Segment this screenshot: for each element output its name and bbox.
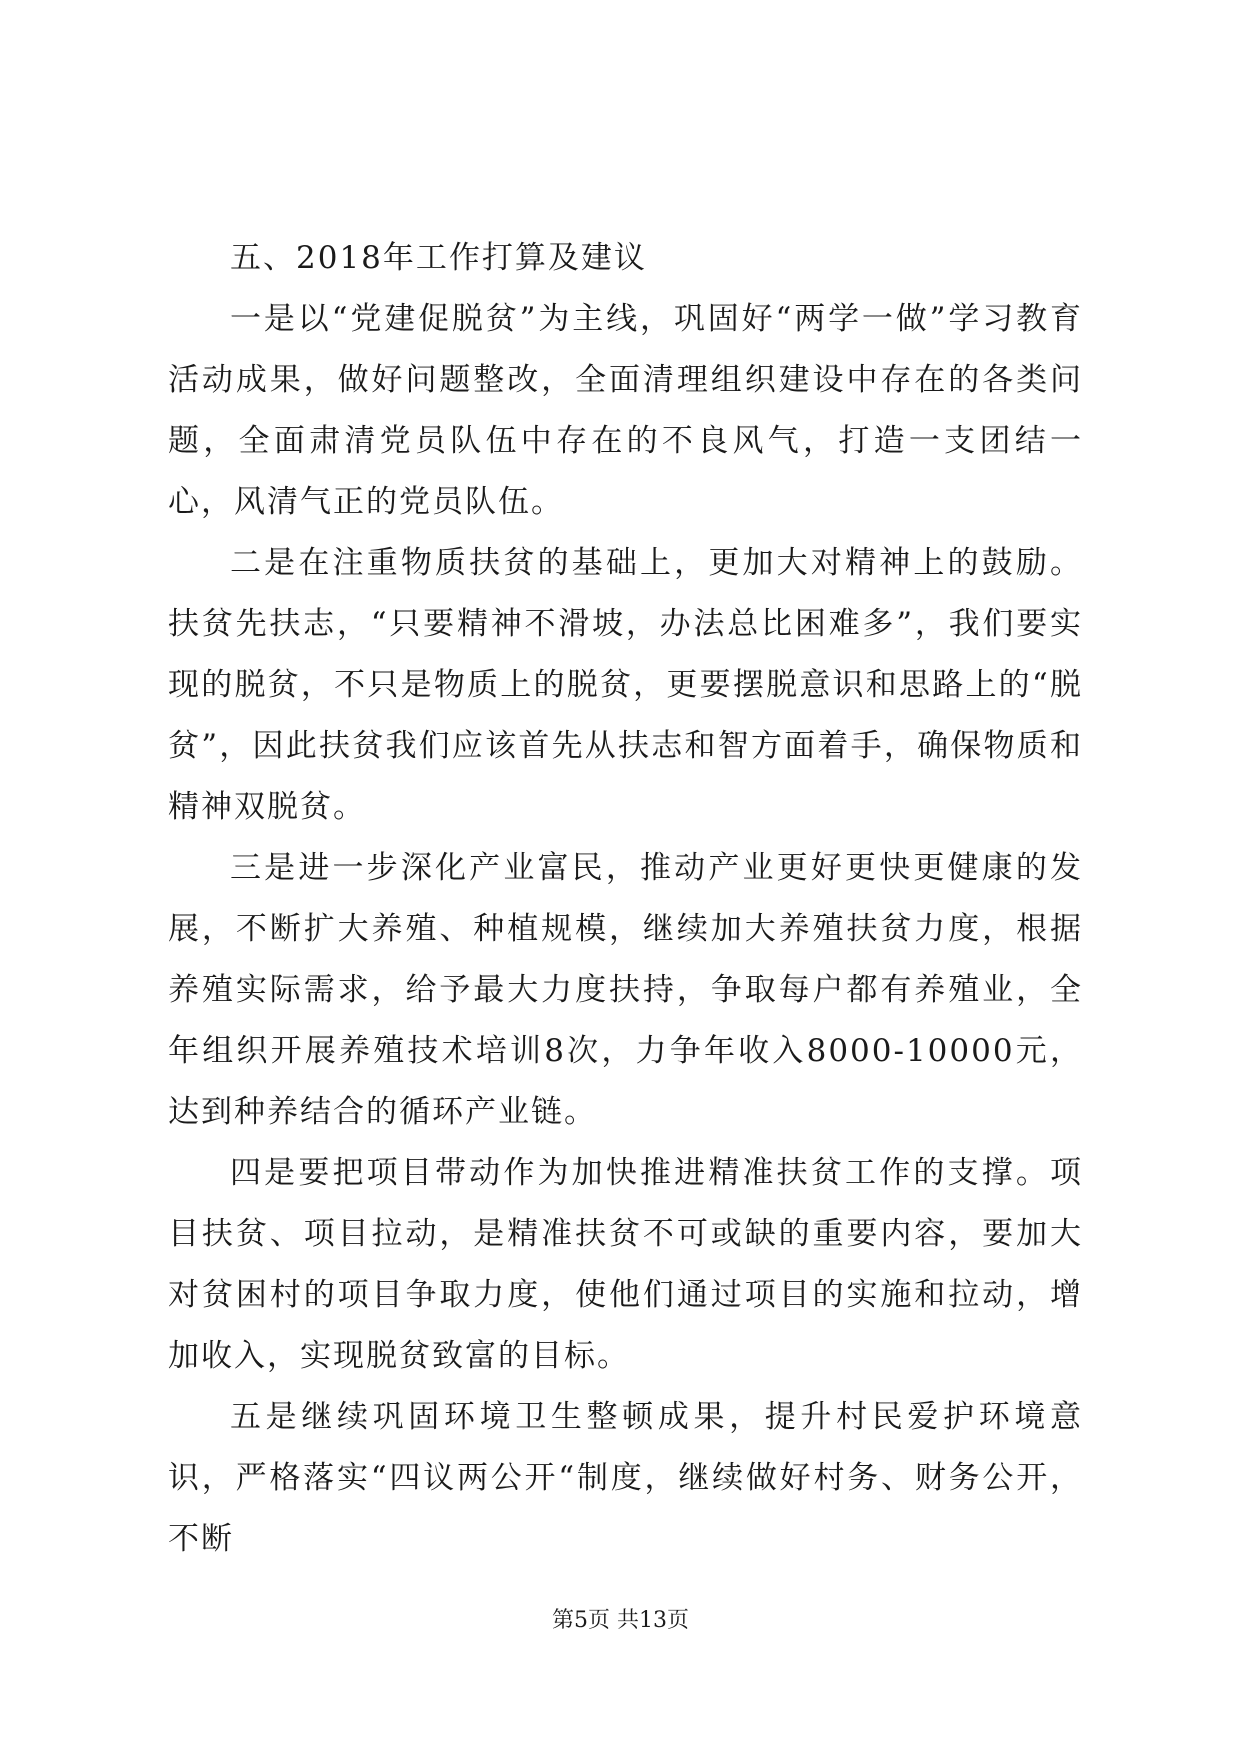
paragraph-industry: 三是进一步深化产业富民，推动产业更好更快更健康的发展，不断扩大养殖、种植规模，继续加大养殖扶贫力度，根据养殖实际需求，给予最大力度扶持，争取每户都有养殖业，全年组织开展养殖技术培训8次，力争年收入8000-10000元，达到种养结合的循环产业链。 xyxy=(168,850,1083,1130)
paragraph-projects: 四是要把项目带动作为加快推进精准扶贫工作的支撑。项目扶贫、项目拉动，是精准扶贫不可或缺的重要内容，要加大对贫困村的项目争取力度，使他们通过项目的实施和拉动，增加收入，实现脱贫致富的目标。 xyxy=(168,1155,1083,1374)
paragraph-party-building: 一是以“党建促脱贫”为主线，巩固好“两学一做”学习教育活动成果，做好问题整改，全面清理组织建设中存在的各类问题，全面肃清党员队伍中存在的不良风气，打造一支团结一心，风清气正的党员队伍。 xyxy=(168,301,1083,520)
page-number-footer: 第5页 共13页 xyxy=(552,1608,689,1633)
paragraph-spiritual-support: 二是在注重物质扶贫的基础上，更加大对精神上的鼓励。扶贫先扶志，“只要精神不滑坡，办法总比困难多”，我们要实现的脱贫，不只是物质上的脱贫，更要摆脱意识和思路上的“脱贫”，因此扶贫我们应该首先从扶志和智方面着手，确保物质和精神双脱贫。 xyxy=(168,545,1083,825)
section-heading: 五、2018年工作打算及建议 xyxy=(230,240,647,276)
paragraph-environment: 五是继续巩固环境卫生整顿成果，提升村民爱护环境意识，严格落实“四议两公开“制度，继续做好村务、财务公开，不断 xyxy=(168,1399,1083,1557)
document-body xyxy=(168,228,1083,1570)
